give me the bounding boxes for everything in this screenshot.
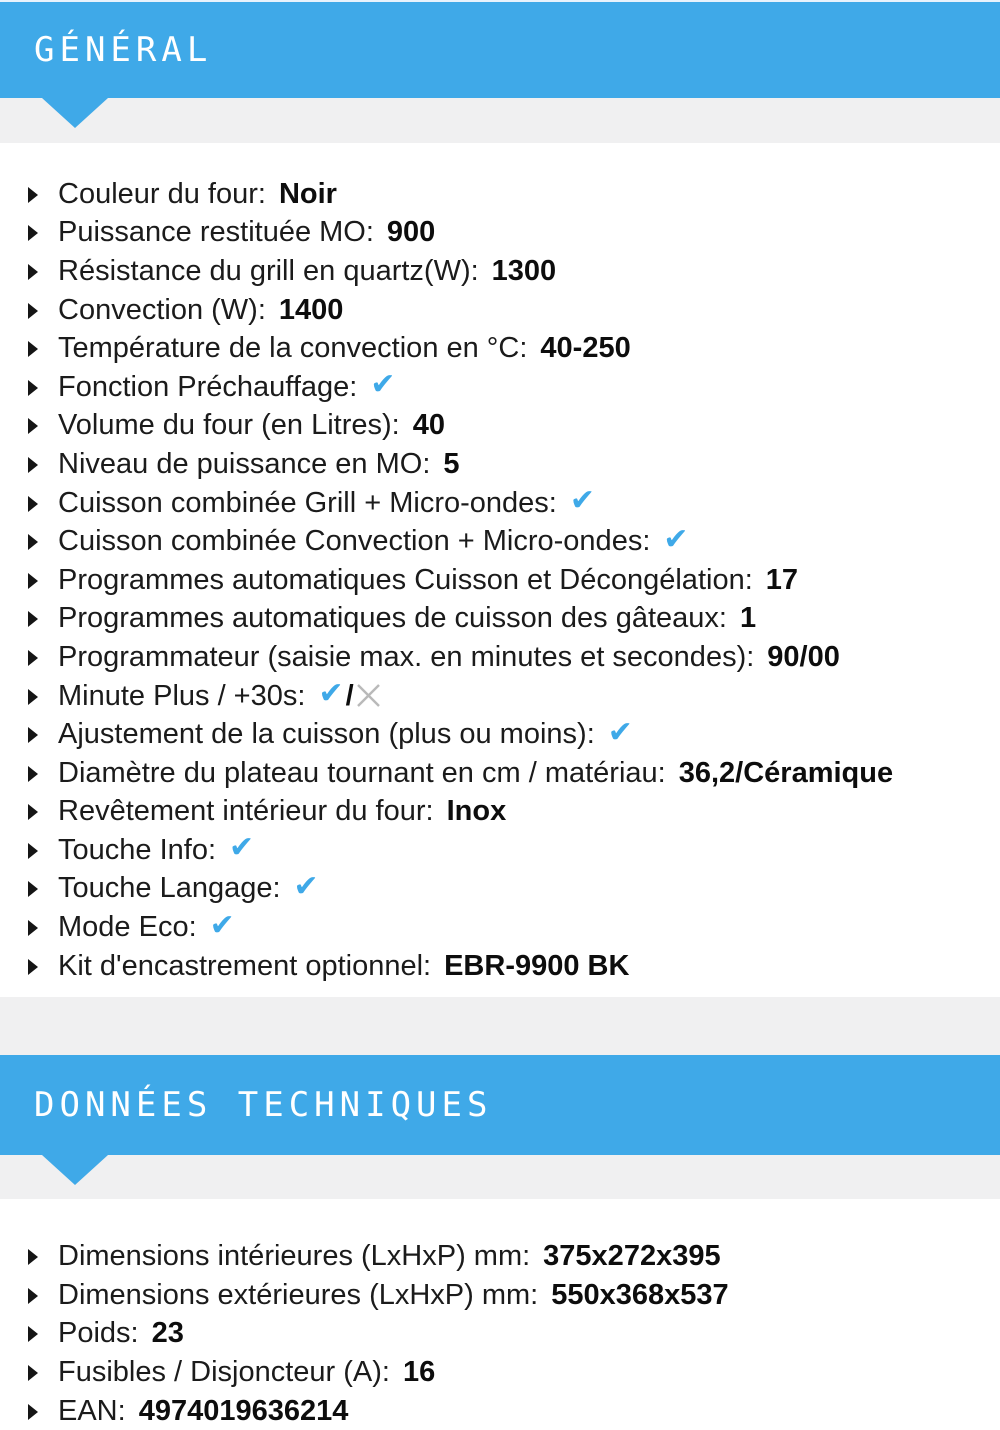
check-icon: ✔ — [370, 367, 396, 403]
bullet-triangle-icon — [28, 843, 38, 859]
bullet-triangle-icon — [28, 804, 38, 820]
spec-label: Volume du four (en Litres): — [58, 409, 400, 442]
check-icon: ✔ — [229, 830, 255, 866]
spec-label: Niveau de puissance en MO: — [58, 447, 431, 480]
bullet-triangle-icon — [28, 727, 38, 743]
section-technical-data — [0, 1055, 1000, 1430]
spec-value: 4974019636214 — [138, 1394, 349, 1427]
bullet-triangle-icon — [28, 457, 38, 473]
spec-row — [28, 175, 1000, 214]
bullet-triangle-icon — [28, 881, 38, 897]
spec-label: Cuisson combinée Convection + Micro-ondes: — [58, 525, 651, 558]
spec-row — [28, 831, 1000, 870]
section-pointer-icon — [42, 1155, 108, 1185]
spec-value: 36,2/Céramique — [678, 756, 894, 789]
section-title: DONNÉES TECHNIQUES — [34, 1085, 493, 1126]
spec-row — [28, 484, 1000, 523]
spec-row — [28, 600, 1000, 639]
spec-row — [28, 715, 1000, 754]
spec-row — [28, 561, 1000, 600]
spec-label: Programmes automatiques de cuisson des gâteaux: — [58, 602, 727, 635]
bullet-triangle-icon — [28, 689, 38, 705]
spec-value: 17 — [765, 563, 799, 596]
check-icon: ✔ — [663, 521, 689, 557]
spec-label: Poids: — [58, 1317, 139, 1350]
spec-value: Noir — [278, 177, 337, 210]
bullet-triangle-icon — [28, 611, 38, 627]
spec-row — [28, 445, 1000, 484]
spec-label: Mode Eco: — [58, 911, 197, 944]
header-underband — [0, 98, 1000, 143]
bullet-triangle-icon — [28, 496, 38, 512]
spec-label: Kit d'encastrement optionnel: — [58, 949, 432, 982]
bullet-triangle-icon — [28, 187, 38, 203]
spec-label: Minute Plus / +30s: — [58, 679, 306, 712]
spec-value: 5 — [443, 447, 460, 480]
spec-value: 16 — [403, 1356, 436, 1389]
spec-label: Fusibles / Disjoncteur (A): — [58, 1356, 390, 1389]
spec-row — [28, 1392, 1000, 1430]
spec-row — [28, 1315, 1000, 1354]
header-underband — [0, 1155, 1000, 1199]
section-separator-band — [0, 997, 1000, 1055]
bullet-triangle-icon — [28, 380, 38, 396]
check-icon: ✔ — [607, 714, 633, 750]
spec-value: 1400 — [278, 293, 344, 326]
section-header-bar — [0, 1055, 1000, 1155]
spec-value: 90/00 — [767, 640, 840, 673]
spec-list — [0, 143, 1000, 985]
spec-label: Puissance restituée MO: — [58, 216, 374, 249]
spec-row — [28, 329, 1000, 368]
section-header-bar — [0, 2, 1000, 98]
bullet-triangle-icon — [28, 1249, 38, 1265]
check-icon: ✔ — [293, 868, 319, 904]
bullet-triangle-icon — [28, 959, 38, 975]
bullet-triangle-icon — [28, 225, 38, 241]
spec-label: Dimensions intérieures (LxHxP) mm: — [58, 1240, 531, 1273]
spec-label: Touche Info: — [58, 833, 216, 866]
spec-label: Couleur du four: — [58, 177, 266, 210]
spec-row — [28, 291, 1000, 330]
spec-row — [28, 407, 1000, 446]
spec-value: 40-250 — [540, 332, 631, 365]
x-icon — [355, 682, 382, 709]
bullet-triangle-icon — [28, 264, 38, 280]
bullet-triangle-icon — [28, 341, 38, 357]
spec-row — [28, 754, 1000, 793]
check-icon: ✔ — [318, 676, 344, 712]
spec-value: EBR-9900 BK — [444, 949, 630, 982]
spec-row — [28, 638, 1000, 677]
spec-label: Fonction Préchauffage: — [58, 370, 358, 403]
spec-value: 40 — [412, 409, 445, 442]
section-pointer-icon — [42, 98, 108, 128]
spec-value: 900 — [386, 216, 436, 249]
spec-label: Programmes automatiques Cuisson et Décongélation: — [58, 563, 753, 596]
bullet-triangle-icon — [28, 573, 38, 589]
spec-row — [28, 522, 1000, 561]
spec-row — [28, 368, 1000, 407]
spec-list — [0, 1199, 1000, 1430]
spec-row — [28, 1276, 1000, 1315]
spec-value: 1300 — [491, 254, 557, 287]
check-icon: ✔ — [209, 907, 235, 943]
slash-text: / — [345, 679, 354, 712]
spec-label: Dimensions extérieures (LxHxP) mm: — [58, 1278, 539, 1311]
spec-row — [28, 214, 1000, 253]
spec-row — [28, 252, 1000, 291]
spec-row — [28, 870, 1000, 909]
bullet-triangle-icon — [28, 534, 38, 550]
bullet-triangle-icon — [28, 418, 38, 434]
check-icon: ✔ — [569, 483, 595, 519]
spec-row — [28, 677, 1000, 716]
bullet-triangle-icon — [28, 1288, 38, 1304]
bullet-triangle-icon — [28, 920, 38, 936]
bullet-triangle-icon — [28, 1326, 38, 1342]
spec-label: Revêtement intérieur du four: — [58, 795, 434, 828]
spec-label: Diamètre du plateau tournant en cm / matériau: — [58, 756, 666, 789]
spec-label: Convection (W): — [58, 293, 266, 326]
spec-value: 550x368x537 — [551, 1278, 729, 1311]
spec-label: Ajustement de la cuisson (plus ou moins): — [58, 718, 595, 751]
bullet-triangle-icon — [28, 1365, 38, 1381]
bullet-triangle-icon — [28, 766, 38, 782]
spec-value: 23 — [151, 1317, 184, 1350]
spec-label: Programmateur (saisie max. en minutes et secondes): — [58, 640, 755, 673]
spec-label: Touche Langage: — [58, 872, 281, 905]
spec-row — [28, 793, 1000, 832]
spec-row — [28, 908, 1000, 947]
spec-label: Résistance du grill en quartz(W): — [58, 254, 479, 287]
spec-row — [28, 1353, 1000, 1392]
spec-value: 375x272x395 — [543, 1240, 721, 1273]
spec-value: 1 — [739, 602, 757, 635]
spec-row — [28, 947, 1000, 986]
bullet-triangle-icon — [28, 650, 38, 666]
bullet-triangle-icon — [28, 1404, 38, 1420]
spec-value: Inox — [446, 795, 507, 828]
spec-label: EAN: — [58, 1394, 126, 1427]
spec-row — [28, 1237, 1000, 1276]
spec-label: Cuisson combinée Grill + Micro-ondes: — [58, 486, 557, 519]
bullet-triangle-icon — [28, 303, 38, 319]
section-general — [0, 2, 1000, 985]
spec-label: Température de la convection en °C: — [58, 332, 528, 365]
section-title: GÉNÉRAL — [34, 30, 213, 70]
